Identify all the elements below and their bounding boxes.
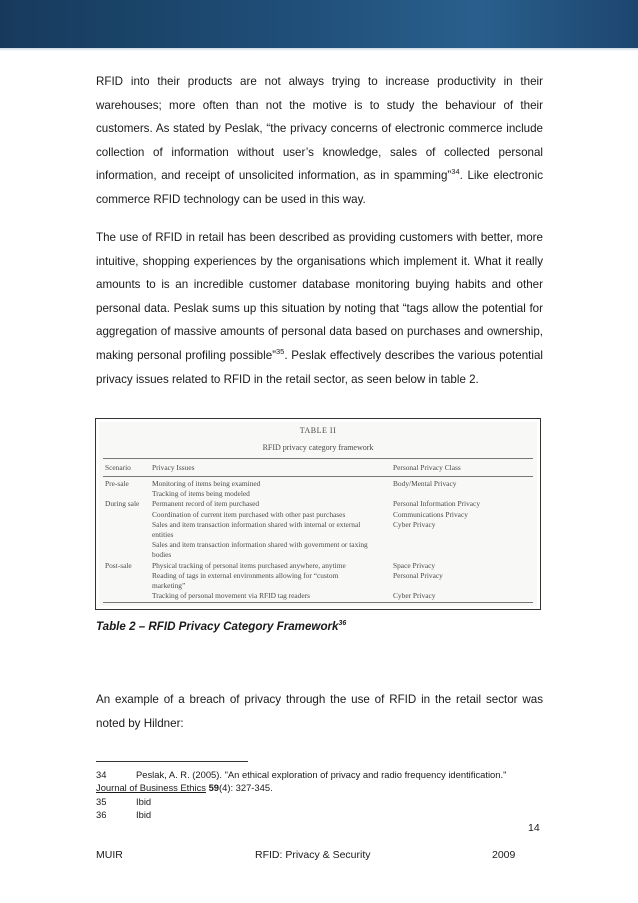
table-cell-class: Personal Privacy — [393, 570, 443, 580]
footnote-number: 35 — [96, 796, 107, 807]
table-rule-header — [103, 476, 533, 477]
footer-year: 2009 — [492, 849, 516, 861]
table-header-scenario: Scenario — [105, 463, 131, 472]
journal-link[interactable]: Journal of Business Ethics — [96, 782, 206, 793]
table-cell-class: Cyber Privacy — [393, 591, 436, 601]
table-cell-class: Body/Mental Privacy — [393, 479, 457, 488]
table-cell-issue: Tracking of personal movement via RFID tag readers — [152, 591, 310, 601]
footnote-34 — [96, 768, 506, 782]
footnote-text: Peslak, A. R. (2005). "An ethical exploration of privacy and radio frequency identification." — [136, 769, 507, 780]
table-caption — [96, 620, 346, 633]
table-cell-scenario: Pre-sale — [105, 479, 129, 488]
table-header-class: Personal Privacy Class — [393, 463, 461, 472]
table-row — [99, 591, 537, 601]
table-row — [99, 499, 537, 509]
table-row — [99, 571, 537, 581]
paragraph-1 — [96, 70, 543, 212]
table-row — [99, 510, 537, 520]
table-cell-issue: Tracking of items being modeled — [152, 489, 250, 499]
footnote-number: 34 — [96, 769, 107, 780]
table-cell-class: Space Privacy — [393, 560, 436, 570]
table-row — [99, 479, 537, 489]
privacy-table-figure — [95, 418, 541, 610]
footer-title: RFID: Privacy & Security — [255, 849, 371, 861]
footnote-35 — [96, 795, 151, 809]
table-cell-class: Cyber Privacy — [393, 519, 436, 529]
table-cell-issue: bodies — [152, 550, 172, 560]
table-header-issues: Privacy Issues — [152, 463, 195, 472]
table-cell-issue: Physical tracking of personal items purchased anywhere, anytime — [152, 560, 346, 570]
table-cell-scenario: Post-sale — [105, 560, 132, 570]
footnote-text: Ibid — [136, 796, 152, 807]
table-cell-issue: Monitoring of items being examined — [152, 479, 261, 488]
footnote-ref-36[interactable]: 36 — [338, 620, 347, 628]
table-subtitle: RFID privacy category framework — [262, 443, 374, 452]
footnote-separator — [96, 761, 248, 762]
journal-volume: 59 — [208, 782, 219, 793]
table-cell-class: Communications Privacy — [393, 509, 468, 519]
footnote-36 — [96, 808, 151, 822]
footnote-number: 36 — [96, 809, 107, 820]
footnote-ref-35[interactable]: 35 — [276, 347, 285, 357]
footnote-34-citation — [96, 781, 273, 795]
table-row — [99, 561, 537, 571]
table-cell-issue: Reading of tags in external environments allowing for “custom — [152, 570, 339, 580]
table-cell-scenario: During sale — [105, 499, 140, 509]
paragraph-2-tail: . Peslak effectively describes the various potential privacy issues related to RFID in the retail sector, as seen below in table 2. — [96, 348, 543, 386]
table-row — [99, 581, 537, 591]
table-rule-bottom — [103, 602, 533, 603]
footer-author: MUIR — [96, 849, 123, 861]
header-band — [0, 0, 638, 48]
footnote-text: Ibid — [136, 809, 152, 820]
paragraph-1-text: RFID into their products are not always trying to increase productivity in their warehouses; more often than not the motive is to study the behaviour of their customers. As stated by Peslak, “the privacy concerns of electronic commerce include collection of information without user’s knowledge, sales of collected personal information, and receipt of unsolicited information, as in spamming” — [96, 75, 543, 183]
table-row — [99, 520, 537, 530]
table-cell-issue: Sales and item transaction information shared with internal or external — [152, 519, 361, 529]
table-rule-top — [103, 458, 533, 459]
table-cell-issue: marketing” — [152, 581, 186, 590]
table-row — [99, 550, 537, 560]
journal-pages: (4): 327-345. — [219, 782, 273, 793]
table-cell-issue: Permanent record of item purchased — [152, 499, 260, 509]
paragraph-3: An example of a breach of privacy through the use of RFID in the retail sector was noted by Hildner: — [96, 693, 543, 730]
table-title: TABLE II — [299, 426, 337, 435]
paragraph-2 — [96, 226, 543, 391]
table-cell-issue: entities — [152, 530, 174, 539]
table-row — [99, 489, 537, 499]
table-caption-text: Table 2 – RFID Privacy Category Framework — [96, 620, 339, 633]
table-row — [99, 540, 537, 550]
table-cell-issue: Sales and item transaction information shared with government or taxing — [152, 540, 368, 550]
privacy-table — [99, 422, 537, 606]
footnote-ref-34[interactable]: 34 — [451, 167, 460, 177]
table-cell-issue: Coordination of current item purchased with other past purchases — [152, 509, 346, 519]
paragraph-1-tail: . Like electronic commerce RFID technology can be used in this way. — [96, 169, 543, 206]
page-number: 14 — [528, 822, 540, 834]
table-cell-class: Personal Information Privacy — [393, 499, 481, 509]
paragraph-2-text: The use of RFID in retail has been described as providing customers with better, more intuitive, shopping experiences by the organisations which implement it. What it really amounts to is an incredible customer database monitoring buying habits and other personal data. Peslak sums up this situation by noting that “tags allow the potential for aggregation of massive amounts of personal data based on purchases and ownership, making personal profiling possible” — [96, 231, 543, 362]
table-row — [99, 530, 537, 540]
